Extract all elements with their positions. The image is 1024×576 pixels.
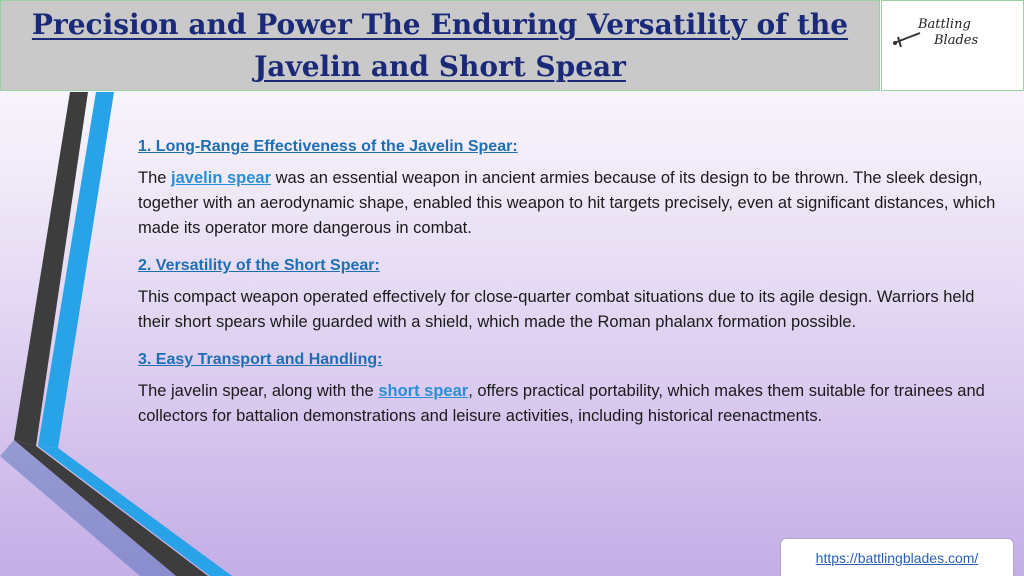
- section-text-3-before: The javelin spear, along with the: [138, 382, 379, 400]
- section-text-1-before: The: [138, 169, 172, 187]
- section-heading-2: 2. Versatility of the Short Spear:: [138, 257, 380, 274]
- section-heading-3: 3. Easy Transport and Handling:: [138, 351, 383, 368]
- section-heading-1: 1. Long-Range Effectiveness of the Javelin Spear:: [138, 138, 518, 155]
- section-text-1: [138, 166, 998, 241]
- logo: [881, 0, 1024, 91]
- logo-line-1: Battling: [918, 17, 971, 32]
- logo-line-2: Blades: [934, 33, 979, 48]
- section-text-1-after: was an essential weapon in ancient armies because of its design to be thrown. The sleek design, together with an aerodynamic shape, enabled this weapon to hit targets precisely, even at significant distances, which made its operator more dangerous in combat.: [138, 169, 996, 237]
- section-text-3: [138, 379, 998, 429]
- logo-text: [918, 17, 978, 49]
- footer-url-box: [780, 538, 1014, 576]
- short-spear-link[interactable]: short spear: [378, 382, 469, 400]
- main-content: [138, 132, 998, 439]
- section-text-2: This compact weapon operated effectively for close-quarter combat situations due to its agile design. Warriors held their short spears while guarded with a shield, which made the Roman phalanx formation possible.: [138, 288, 975, 331]
- page-title: Precision and Power The Enduring Versatility of the Javelin and Short Spear: [31, 7, 849, 83]
- section-text-3-after: , offers practical portability, which makes them suitable for trainees and collectors for battalion demonstrations and leisure activities, including historical reenactments.: [138, 382, 985, 425]
- javelin-spear-link[interactable]: javelin spear: [171, 169, 272, 187]
- website-link[interactable]: https://battlingblades.com/: [815, 549, 979, 566]
- title-bar: [0, 0, 880, 91]
